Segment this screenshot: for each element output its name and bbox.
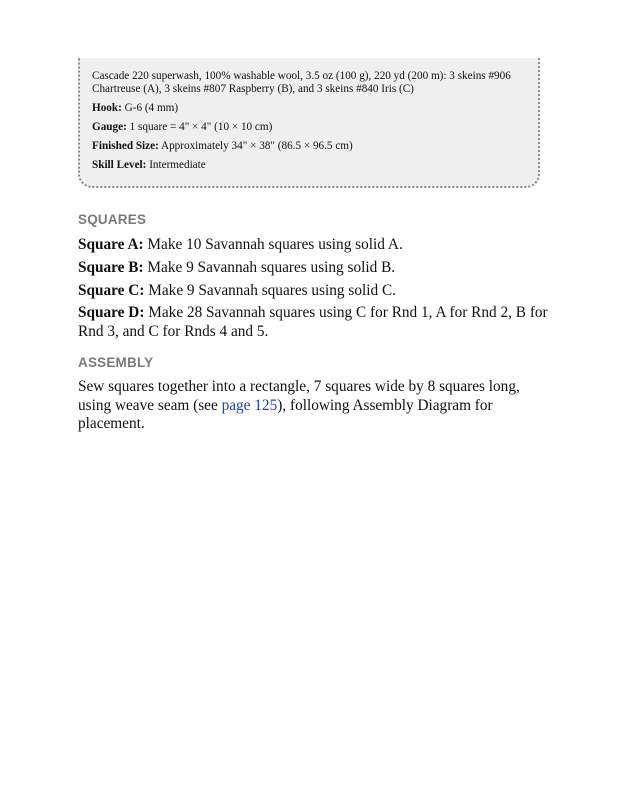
square-c-instruction <box>78 282 548 301</box>
assembly-text-end: ), following Assembly Diagram for placement. <box>78 396 493 432</box>
assembly-text-start: Sew squares together into a rectangle, 7 squares wide by 8 squares long, using weave seam (see <box>78 378 520 414</box>
assembly-instruction <box>78 378 548 434</box>
square-d-text: Make 28 Savannah squares using C for Rnd 1, A for Rnd 2, B for Rnd 3, and C for Rnds 4 and 5. <box>78 304 548 340</box>
finished-size-label: Finished Size: <box>92 140 159 152</box>
hook-info <box>92 102 526 115</box>
gauge-info <box>92 121 526 134</box>
hook-value: G-6 (4 mm) <box>121 102 179 114</box>
finished-size-info <box>92 140 526 153</box>
square-b-text: Make 9 Savannah squares using solid B. <box>143 259 396 276</box>
square-b-label: Square B: <box>78 259 144 276</box>
square-b-instruction <box>78 259 548 278</box>
skill-level-label: Skill Level: <box>92 159 147 171</box>
page-125-link[interactable]: page 125 <box>221 396 278 414</box>
gauge-label: Gauge: <box>92 121 127 133</box>
assembly-heading: ASSEMBLY <box>78 355 154 370</box>
square-d-instruction <box>78 304 548 341</box>
materials-box <box>78 58 540 188</box>
square-a-label: Square A: <box>78 236 144 253</box>
gauge-value: 1 square = 4" × 4" (10 × 10 cm) <box>126 121 273 133</box>
hook-label: Hook: <box>92 102 122 114</box>
skill-level-value: Intermediate <box>146 159 206 171</box>
square-a-instruction <box>78 236 548 255</box>
finished-size-value: Approximately 34" × 38" (86.5 × 96.5 cm) <box>158 140 353 152</box>
square-c-text: Make 9 Savannah squares using solid C. <box>144 282 396 299</box>
square-c-label: Square C: <box>78 282 145 299</box>
squares-heading: SQUARES <box>78 212 147 227</box>
square-d-label: Square D: <box>78 304 145 321</box>
square-a-text: Make 10 Savannah squares using solid A. <box>143 236 403 253</box>
yarn-info: Cascade 220 superwash, 100% washable wool, 3.5 oz (100 g), 220 yd (200 m): 3 skeins #906 Chartreuse (A), 3 skeins #807 Raspberry (B), and 3 skeins #840 Iris (C) <box>92 70 511 95</box>
skill-level-info <box>92 159 526 172</box>
